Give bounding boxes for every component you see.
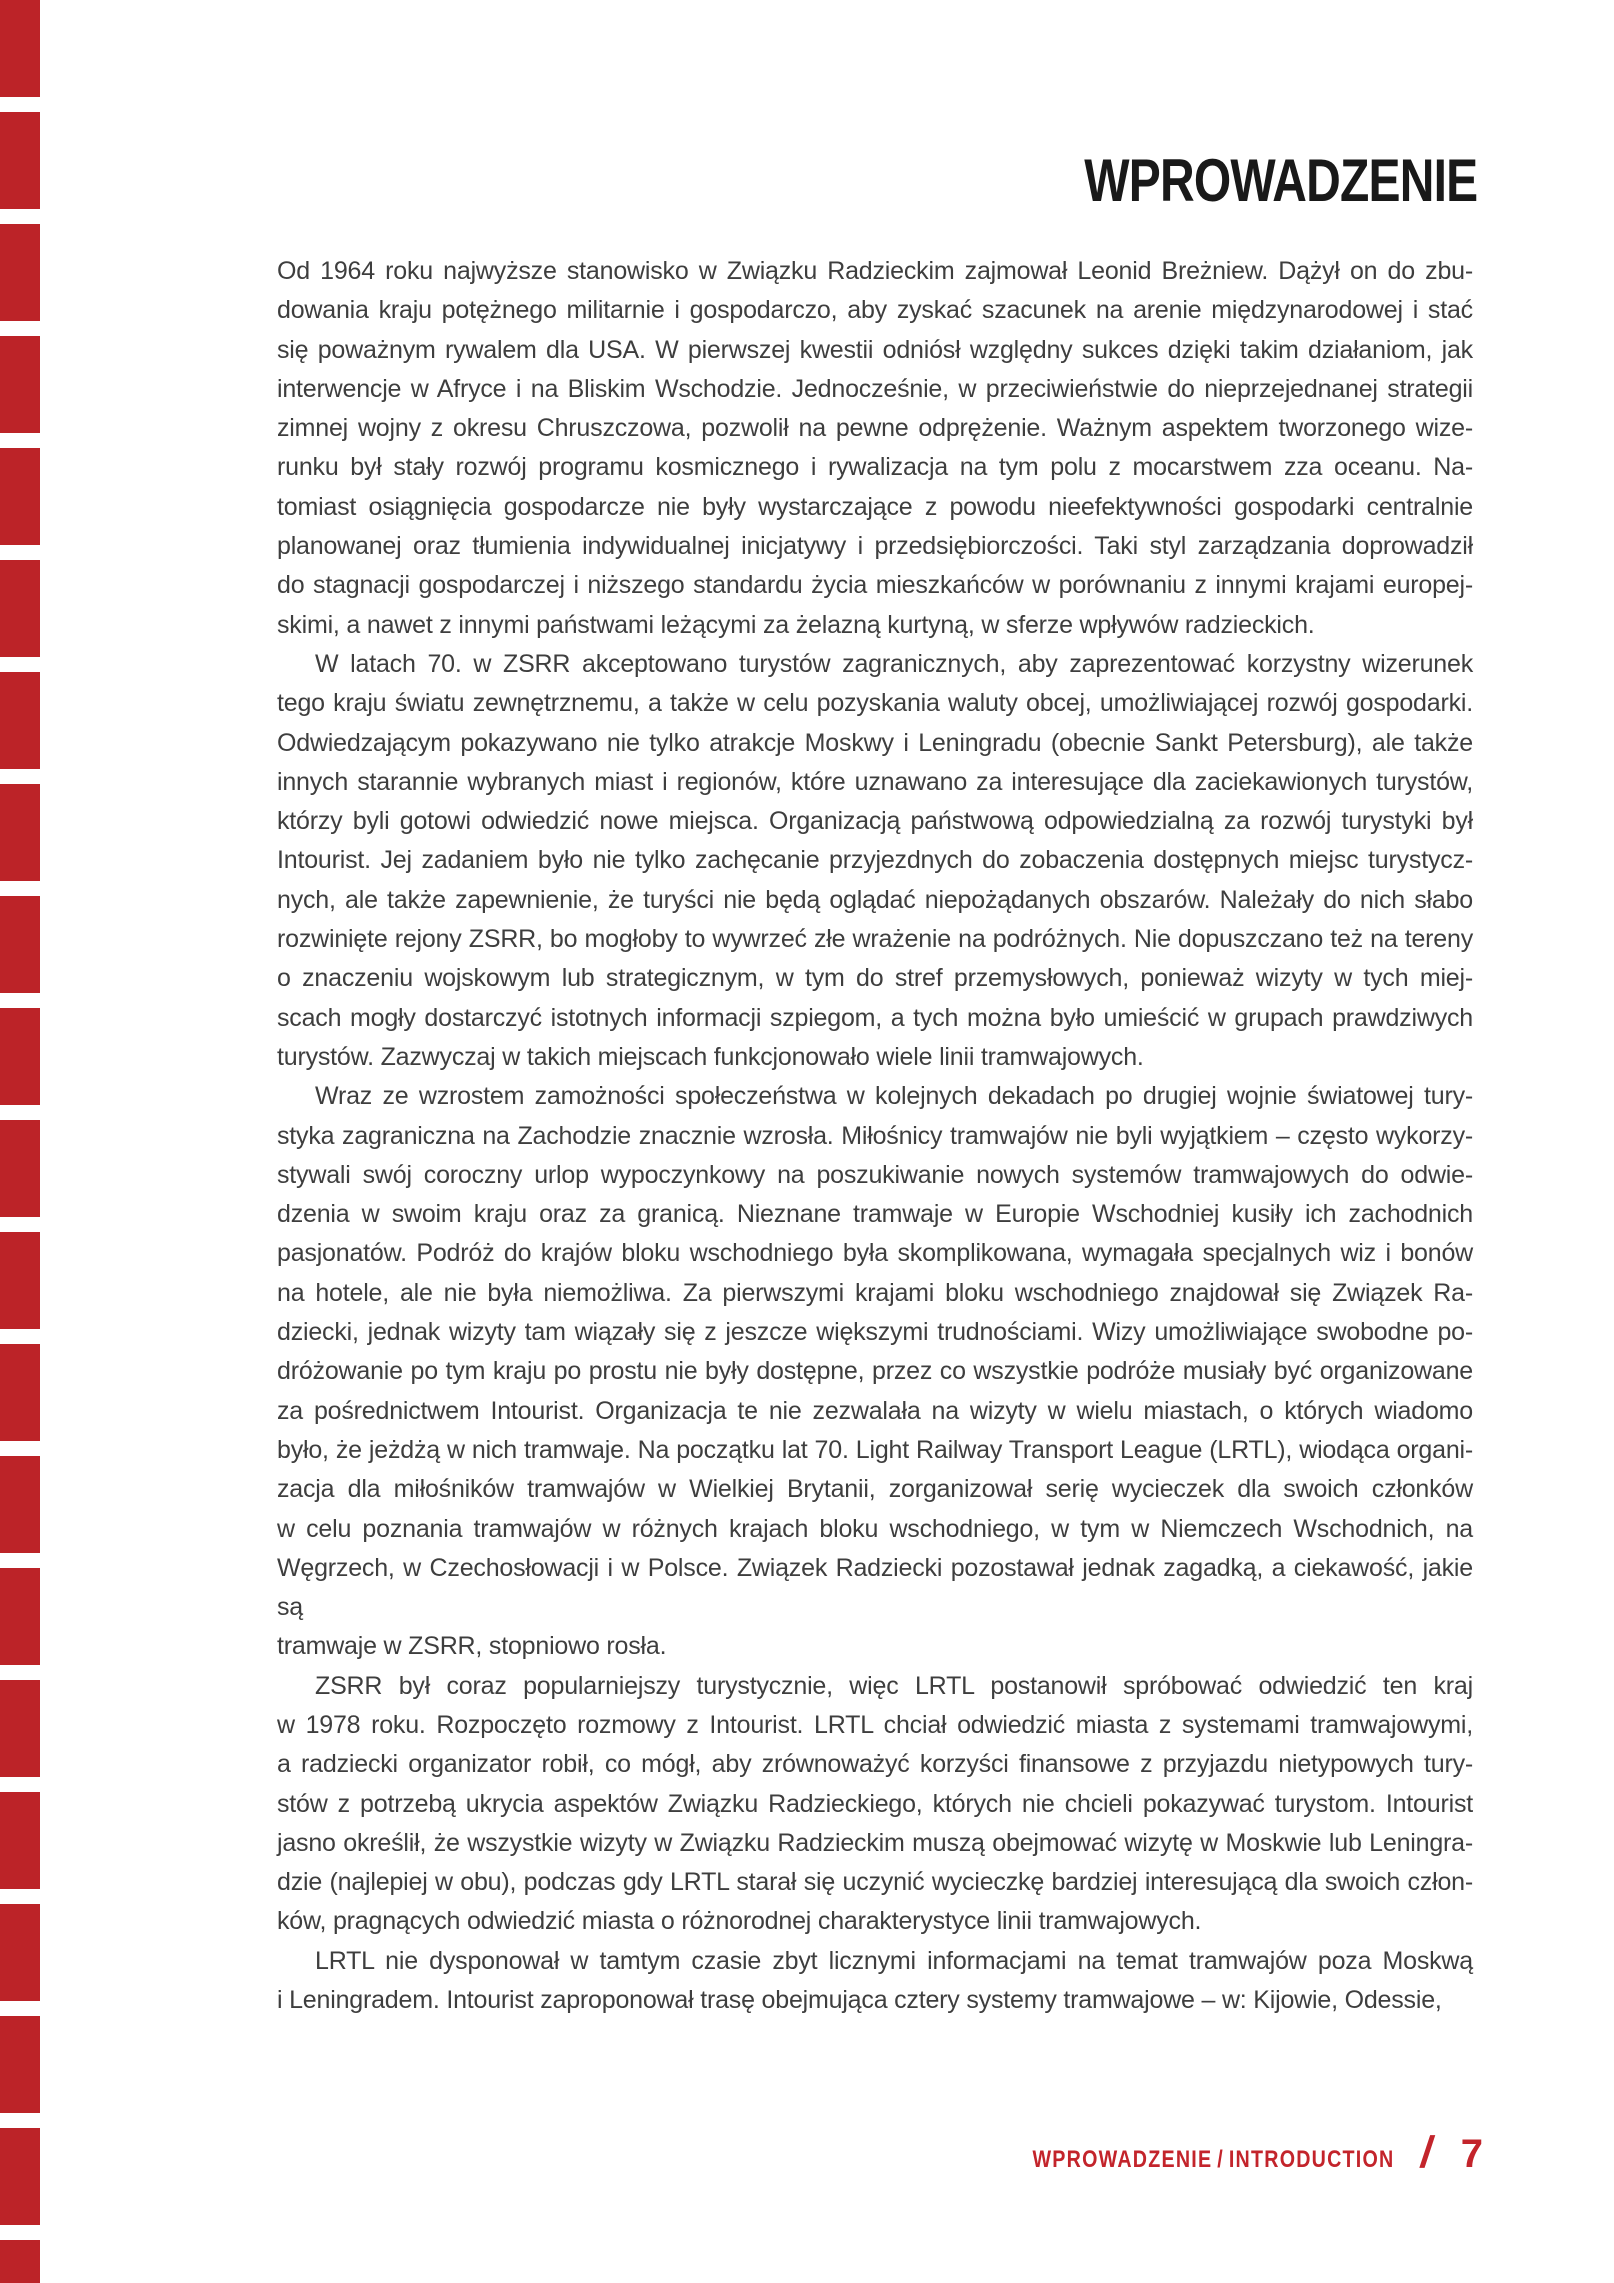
text-line: zimnej wojny z okresu Chruszczowa, pozwolił na pewne odprężenie. Ważnym aspektem tworzonego wize- <box>277 414 1473 443</box>
page-number: 7 <box>1460 2132 1483 2176</box>
text-line: Odwiedzającym pokazywano nie tylko atrakcje Moskwy i Leningradu (obecnie Sankt Petersburg), ale także <box>277 728 1473 757</box>
text-line: nych, ale także zapewnienie, że turyści nie będą oglądać niepożądanych obszarów. Należały do nich słabo <box>277 885 1473 914</box>
text-line: Wraz ze wzrostem zamożności społeczeństwa w kolejnych dekadach po drugiej wojnie światowej tury- <box>315 1082 1473 1111</box>
text-line: dzenia w swoim kraju oraz za granicą. Nieznane tramwaje w Europie Wschodniej kusiły ich zachodnich <box>277 1200 1473 1229</box>
text-line: ZSRR był coraz popularniejszy turystycznie, więc LRTL postanowił spróbować odwiedzić ten kraj <box>315 1671 1473 1700</box>
footer-section-pl: WPROWADZENIE <box>1032 2146 1213 2173</box>
text-line: o znaczeniu wojskowym lub strategicznym, w tym do stref przemysłowych, ponieważ wizyty w tych miej- <box>277 964 1473 993</box>
text-line: pasjonatów. Podróż do krajów bloku wschodniego była skomplikowana, wymagała specjalnych wiz i bonów <box>277 1239 1473 1268</box>
text-line: ków, pragnących odwiedzić miasta o różnorodnej charakterystyce linii tramwajowych. <box>277 1907 1202 1936</box>
footer-section-en: INTRODUCTION <box>1228 2146 1395 2173</box>
text-line: za pośrednictwem Intourist. Organizacja te nie zezwalała na wizyty w wielu miastach, o których wiadomo <box>277 1396 1473 1425</box>
text-line: scach mogły dostarczyć istotnych informacji szpiegom, a tych można było umieścić w grupach prawdziwych <box>277 1003 1473 1032</box>
text-line: LRTL nie dysponował w tamtym czasie zbyt licznymi informacjami na temat tramwajów poza Moskwą <box>315 1946 1473 1975</box>
text-line: którzy byli gotowi odwiedzić nowe miejsca. Organizacją państwową odpowiedzialną za rozwój turystyki był <box>277 807 1473 836</box>
text-line: w 1978 roku. Rozpoczęto rozmowy z Intourist. LRTL chciał odwiedzić miasta z systemami tramwajowymi, <box>277 1710 1473 1739</box>
text-line: dzie (najlepiej w obu), podczas gdy LRTL starał się uczynić wycieczkę bardziej interesującą dla swoich człon- <box>277 1868 1473 1897</box>
footer-section-label <box>1032 2146 1394 2174</box>
text-line: Od 1964 roku najwyższe stanowisko w Związku Radzieckim zajmował Leonid Breżniew. Dążył on do zbu- <box>277 257 1473 285</box>
footer-big-slash-icon: / <box>1417 2128 1437 2177</box>
text-line: jasno określił, że wszystkie wizyty w Związku Radzieckim muszą obejmować wizytę w Moskwie lub Leningra- <box>277 1828 1473 1857</box>
text-line: do stagnacji gospodarczej i niższego standardu życia mieszkańców w porównaniu z innymi krajami europej- <box>277 571 1473 600</box>
text-line: tramwaje w ZSRR, stopniowo rosła. <box>277 1632 667 1661</box>
text-line: w celu poznania tramwajów w różnych krajach bloku wschodniego, w tym w Niemczech Wschodnich, na <box>277 1514 1473 1543</box>
text-line: tomiast osiągnięcia gospodarcze nie były wystarczające z powodu nieefektywności gospodarki centralnie <box>277 492 1473 521</box>
footer-divider-slash: / <box>1217 2146 1224 2173</box>
text-line: się poważnym rywalem dla USA. W pierwszej kwestii odniósł względny sukces dzięki takim działaniom, jak <box>277 335 1473 364</box>
text-line: tego kraju światu zewnętrznemu, a także w celu pozyskania waluty obcej, umożliwiającej rozwój gospodarki. <box>277 689 1473 718</box>
text-line: stów z potrzebą ukrycia aspektów Związku Radzieckiego, których nie chcieli pokazywać turystom. Intourist <box>277 1789 1473 1818</box>
text-line: a radziecki organizator robił, co mógł, aby zrównoważyć korzyści finansowe z przyjazdu nietypowych tury- <box>277 1750 1473 1779</box>
text-line: stywali swój coroczny urlop wypoczynkowy na poszukiwanie nowych systemów tramwajowych do odwie- <box>277 1160 1473 1189</box>
text-line: zacja dla miłośników tramwajów w Wielkiej Brytanii, zorganizował serię wycieczek dla swoich członków <box>277 1475 1473 1504</box>
text-line: interwencje w Afryce i na Bliskim Wschodzie. Jednocześnie, w przeciwieństwie do nieprzejednanej strategii <box>277 374 1473 403</box>
text-line: innych starannie wybranych miast i regionów, które uznawano za interesujące dla zaciekawionych turystów, <box>277 767 1473 796</box>
body-text <box>277 252 1473 2020</box>
page-title: WPROWADZENIE <box>1083 147 1477 214</box>
text-line: planowanej oraz tłumienia indywidualnej inicjatywy i przedsiębiorczości. Taki styl zarządzania doprowadził <box>277 532 1473 561</box>
page-edge-bar <box>0 0 40 2283</box>
text-line: rozwinięte rejony ZSRR, bo mogłoby to wywrzeć złe wrażenie na podróżnych. Nie dopuszczano też na tereny <box>277 925 1473 954</box>
text-line: styka zagraniczna na Zachodzie znacznie wzrosła. Miłośnicy tramwajów nie byli wyjątkiem – często wykorzy- <box>277 1121 1473 1150</box>
text-line: W latach 70. w ZSRR akceptowano turystów zagranicznych, aby zaprezentować korzystny wizerunek <box>315 649 1473 678</box>
text-line: runku był stały rozwój programu kosmicznego i rywalizacja na tym polu z mocarstwem zza oceanu. Na- <box>277 453 1473 482</box>
text-line: na hotele, ale nie była niemożliwa. Za pierwszymi krajami bloku wschodniego znajdował się Związek Ra- <box>277 1278 1473 1307</box>
text-line: Węgrzech, w Czechosłowacji i w Polsce. Związek Radziecki pozostawał jednak zagadką, a ciekawość, jakie są <box>277 1553 1473 1622</box>
text-line: turystów. Zazwyczaj w takich miejscach funkcjonowało wiele linii tramwajowych. <box>277 1042 1144 1071</box>
text-line: dróżowanie po tym kraju po prostu nie były dostępne, przez co wszystkie podróże musiały być organizowane <box>277 1357 1473 1386</box>
text-line: było, że jeżdżą w nich tramwaje. Na początku lat 70. Light Railway Transport League (LRTL), wiodąca organi- <box>277 1435 1473 1464</box>
text-line: Intourist. Jej zadaniem było nie tylko zachęcanie przyjezdnych do zobaczenia dostępnych miejsc turystycz- <box>277 846 1473 875</box>
running-footer <box>953 2128 1483 2178</box>
text-line: i Leningradem. Intourist zaproponował trasę obejmująca cztery systemy tramwajowe – w: Kijowie, Odessie, <box>277 1986 1442 2015</box>
text-line: dowania kraju potężnego militarnie i gospodarczo, aby zyskać szacunek na arenie międzynarodowej i stać <box>277 296 1473 325</box>
text-line: dziecki, jednak wizyty tam wiązały się z jeszcze większymi trudnościami. Wizy umożliwiające swobodne po- <box>277 1318 1473 1347</box>
text-line: skimi, a nawet z innymi państwami leżącymi za żelazną kurtyną, w sferze wpływów radzieckich. <box>277 610 1315 639</box>
